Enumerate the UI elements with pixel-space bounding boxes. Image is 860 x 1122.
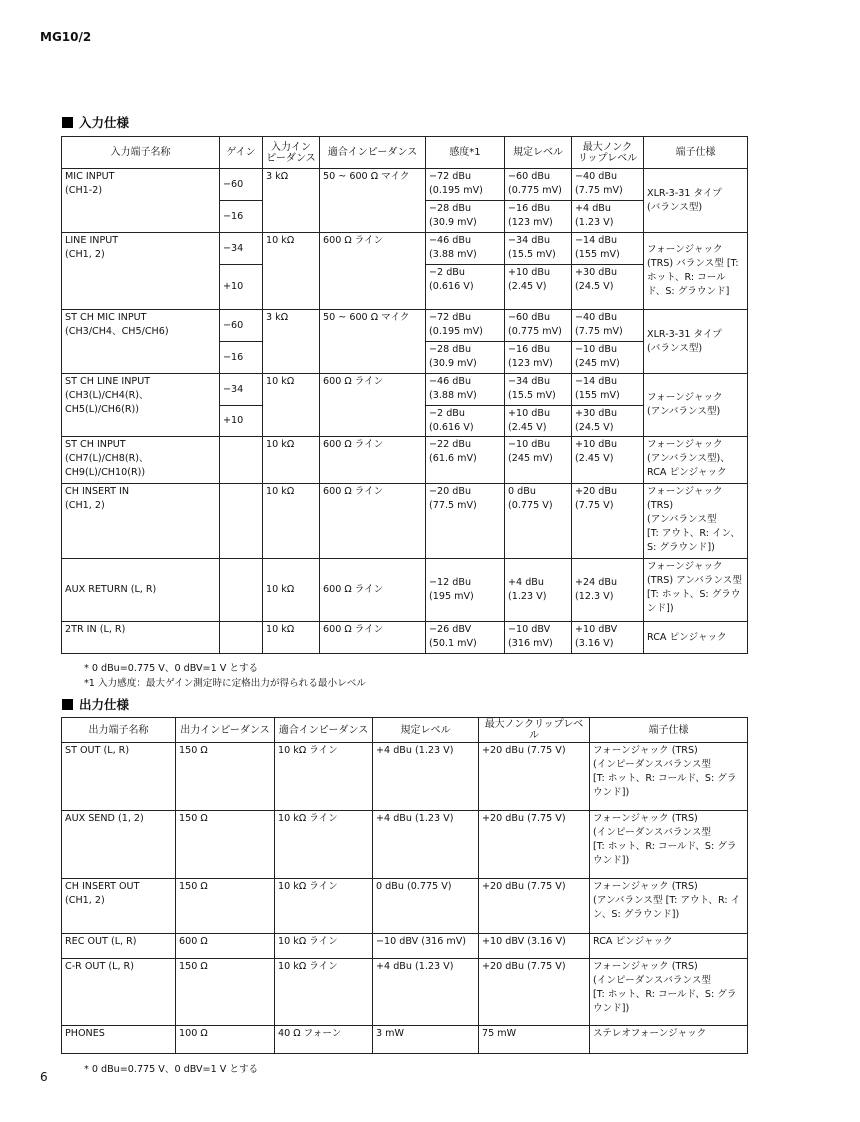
page-number: 6 [40,1070,48,1084]
square-bullet-icon [62,117,73,128]
table-row: REC OUT (L, R) 600 Ω 10 kΩ ライン −10 dBV (316 mV) +10 dBV (3.16 V) RCA ピンジャック [62,933,748,958]
input-note-2: *1 入力感度：最大ゲイン測定時に定格出力が得られる最小レベル [84,678,366,689]
col-header-connector: 端子仕様 [644,137,748,169]
table-row: +10 −2 dBu (0.616 V) +10 dBu (2.45 V) +30 dBu (24.5 V) [62,265,748,310]
col-header-output-impedance: 出力インピーダンス [176,718,275,743]
table-row: ST CH MIC INPUT (CH3/CH4、CH5/CH6) −60 3 kΩ 50 ~ 600 Ω マイク −72 dBu (0.195 mV) −60 dBu (0.775 mV) −40 dBu (7.75 mV) XLR-3-31 タイプ (バランス型) [62,310,748,342]
table-row: CH INSERT OUT (CH1, 2) 150 Ω 10 kΩ ライン 0 dBu (0.775 V) +20 dBu (7.75 V) フォーンジャック (TRS) (アンバランス型 [T: アウト、R: イン、S: グラウンド]) [62,879,748,933]
table-row: 2TR IN (L, R) 10 kΩ 600 Ω ライン −26 dBV (50.1 mV) −10 dBV (316 mV) +10 dBV (3.16 V) RCA ピンジャック [62,622,748,654]
col-header-nominal-level: 規定レベル [505,137,572,169]
table-row: C-R OUT (L, R) 150 Ω 10 kΩ ライン +4 dBu (1.23 V) +20 dBu (7.75 V) フォーンジャック (TRS) (インピーダンスバランス型 [T: ホット、R: コールド、S: グラウンド]) [62,958,748,1025]
col-header-max-level: 最大ノンク リップレベル [572,137,644,169]
output-note: * 0 dBu=0.775 V、0 dBV=1 V とする [84,1064,259,1075]
table-row: ST CH INPUT (CH7(L)/CH8(R)、 CH9(L)/CH10(R)) 10 kΩ 600 Ω ライン −22 dBu (61.6 mV) −10 dBu (245 mV) +10 dBu (2.45 V) フォーンジャック (アンバランス型)、 RCA ピンジャック [62,437,748,484]
table-row: MIC INPUT (CH1-2) −60 3 kΩ 50 ~ 600 Ω マイク −72 dBu (0.195 mV) −60 dBu (0.775 mV) −40 dBu (7.75 mV) XLR-3-31 タイプ (バランス型) [62,169,748,201]
table-row: ST OUT (L, R) 150 Ω 10 kΩ ライン +4 dBu (1.23 V) +20 dBu (7.75 V) フォーンジャック (TRS) (インピーダンスバランス型 [T: ホット、R: コールド、S: グラウンド]) [62,743,748,811]
table-row: −16 −28 dBu (30.9 mV) −16 dBu (123 mV) +4 dBu (1.23 V) [62,201,748,233]
model-name: MG10/2 [40,30,92,44]
table-row: ST CH LINE INPUT (CH3(L)/CH4(R)、 CH5(L)/CH6(R)) −34 10 kΩ 600 Ω ライン −46 dBu (3.88 mV) −34 dBu (15.5 mV) −14 dBu (155 mV) フォーンジャック (アンバランス型) [62,374,748,406]
input-spec-table [61,136,748,654]
table-row: PHONES 100 Ω 40 Ω フォーン 3 mW 75 mW ステレオフォーンジャック [62,1025,748,1053]
input-section-title: 入力仕様 [62,113,129,131]
col-header-connector: 端子仕様 [590,718,748,743]
output-spec-table [61,717,748,1054]
table-row: LINE INPUT (CH1, 2) −34 10 kΩ 600 Ω ライン −46 dBu (3.88 mV) −34 dBu (15.5 mV) −14 dBu (155 mV) フォーンジャック (TRS) バランス型 [T: ホット、R: コールド、S: グラウンド] [62,233,748,265]
input-note-1: * 0 dBu=0.775 V、0 dBV=1 V とする [84,663,259,674]
col-header-sensitivity: 感度*1 [426,137,505,169]
col-header-match-impedance: 適合インピーダンス [320,137,426,169]
table-row: AUX RETURN (L, R) 10 kΩ 600 Ω ライン −12 dBu (195 mV) +4 dBu (1.23 V) +24 dBu (12.3 V) フォーンジャック (TRS) アンバランス型 [T: ホット、S: グラウンド]) [62,559,748,622]
col-header-gain: ゲイン [220,137,263,169]
col-header-nominal-level: 規定レベル [373,718,479,743]
table-row: −16 −28 dBu (30.9 mV) −16 dBu (123 mV) −10 dBu (245 mV) [62,342,748,374]
table-row: CH INSERT IN (CH1, 2) 10 kΩ 600 Ω ライン −20 dBu (77.5 mV) 0 dBu (0.775 V) +20 dBu (7.75 V) フォーンジャック (TRS) (アンバランス型 [T: アウト、R: イン、S: グラウンド]) [62,484,748,559]
col-header-input-impedance: 入力イン ピーダンス [263,137,320,169]
square-bullet-icon [62,699,73,710]
table-row: AUX SEND (1, 2) 150 Ω 10 kΩ ライン +4 dBu (1.23 V) +20 dBu (7.75 V) フォーンジャック (TRS) (インピーダンスバランス型 [T: ホット、R: コールド、S: グラウンド]) [62,811,748,879]
col-header-name: 出力端子名称 [62,718,176,743]
col-header-match-impedance: 適合インピーダンス [275,718,373,743]
col-header-name: 入力端子名称 [62,137,220,169]
output-section-title: 出力仕様 [62,695,129,713]
table-row: +10 −2 dBu (0.616 V) +10 dBu (2.45 V) +30 dBu (24.5 V) [62,406,748,437]
col-header-max-level: 最大ノンクリップレベル [479,718,590,743]
